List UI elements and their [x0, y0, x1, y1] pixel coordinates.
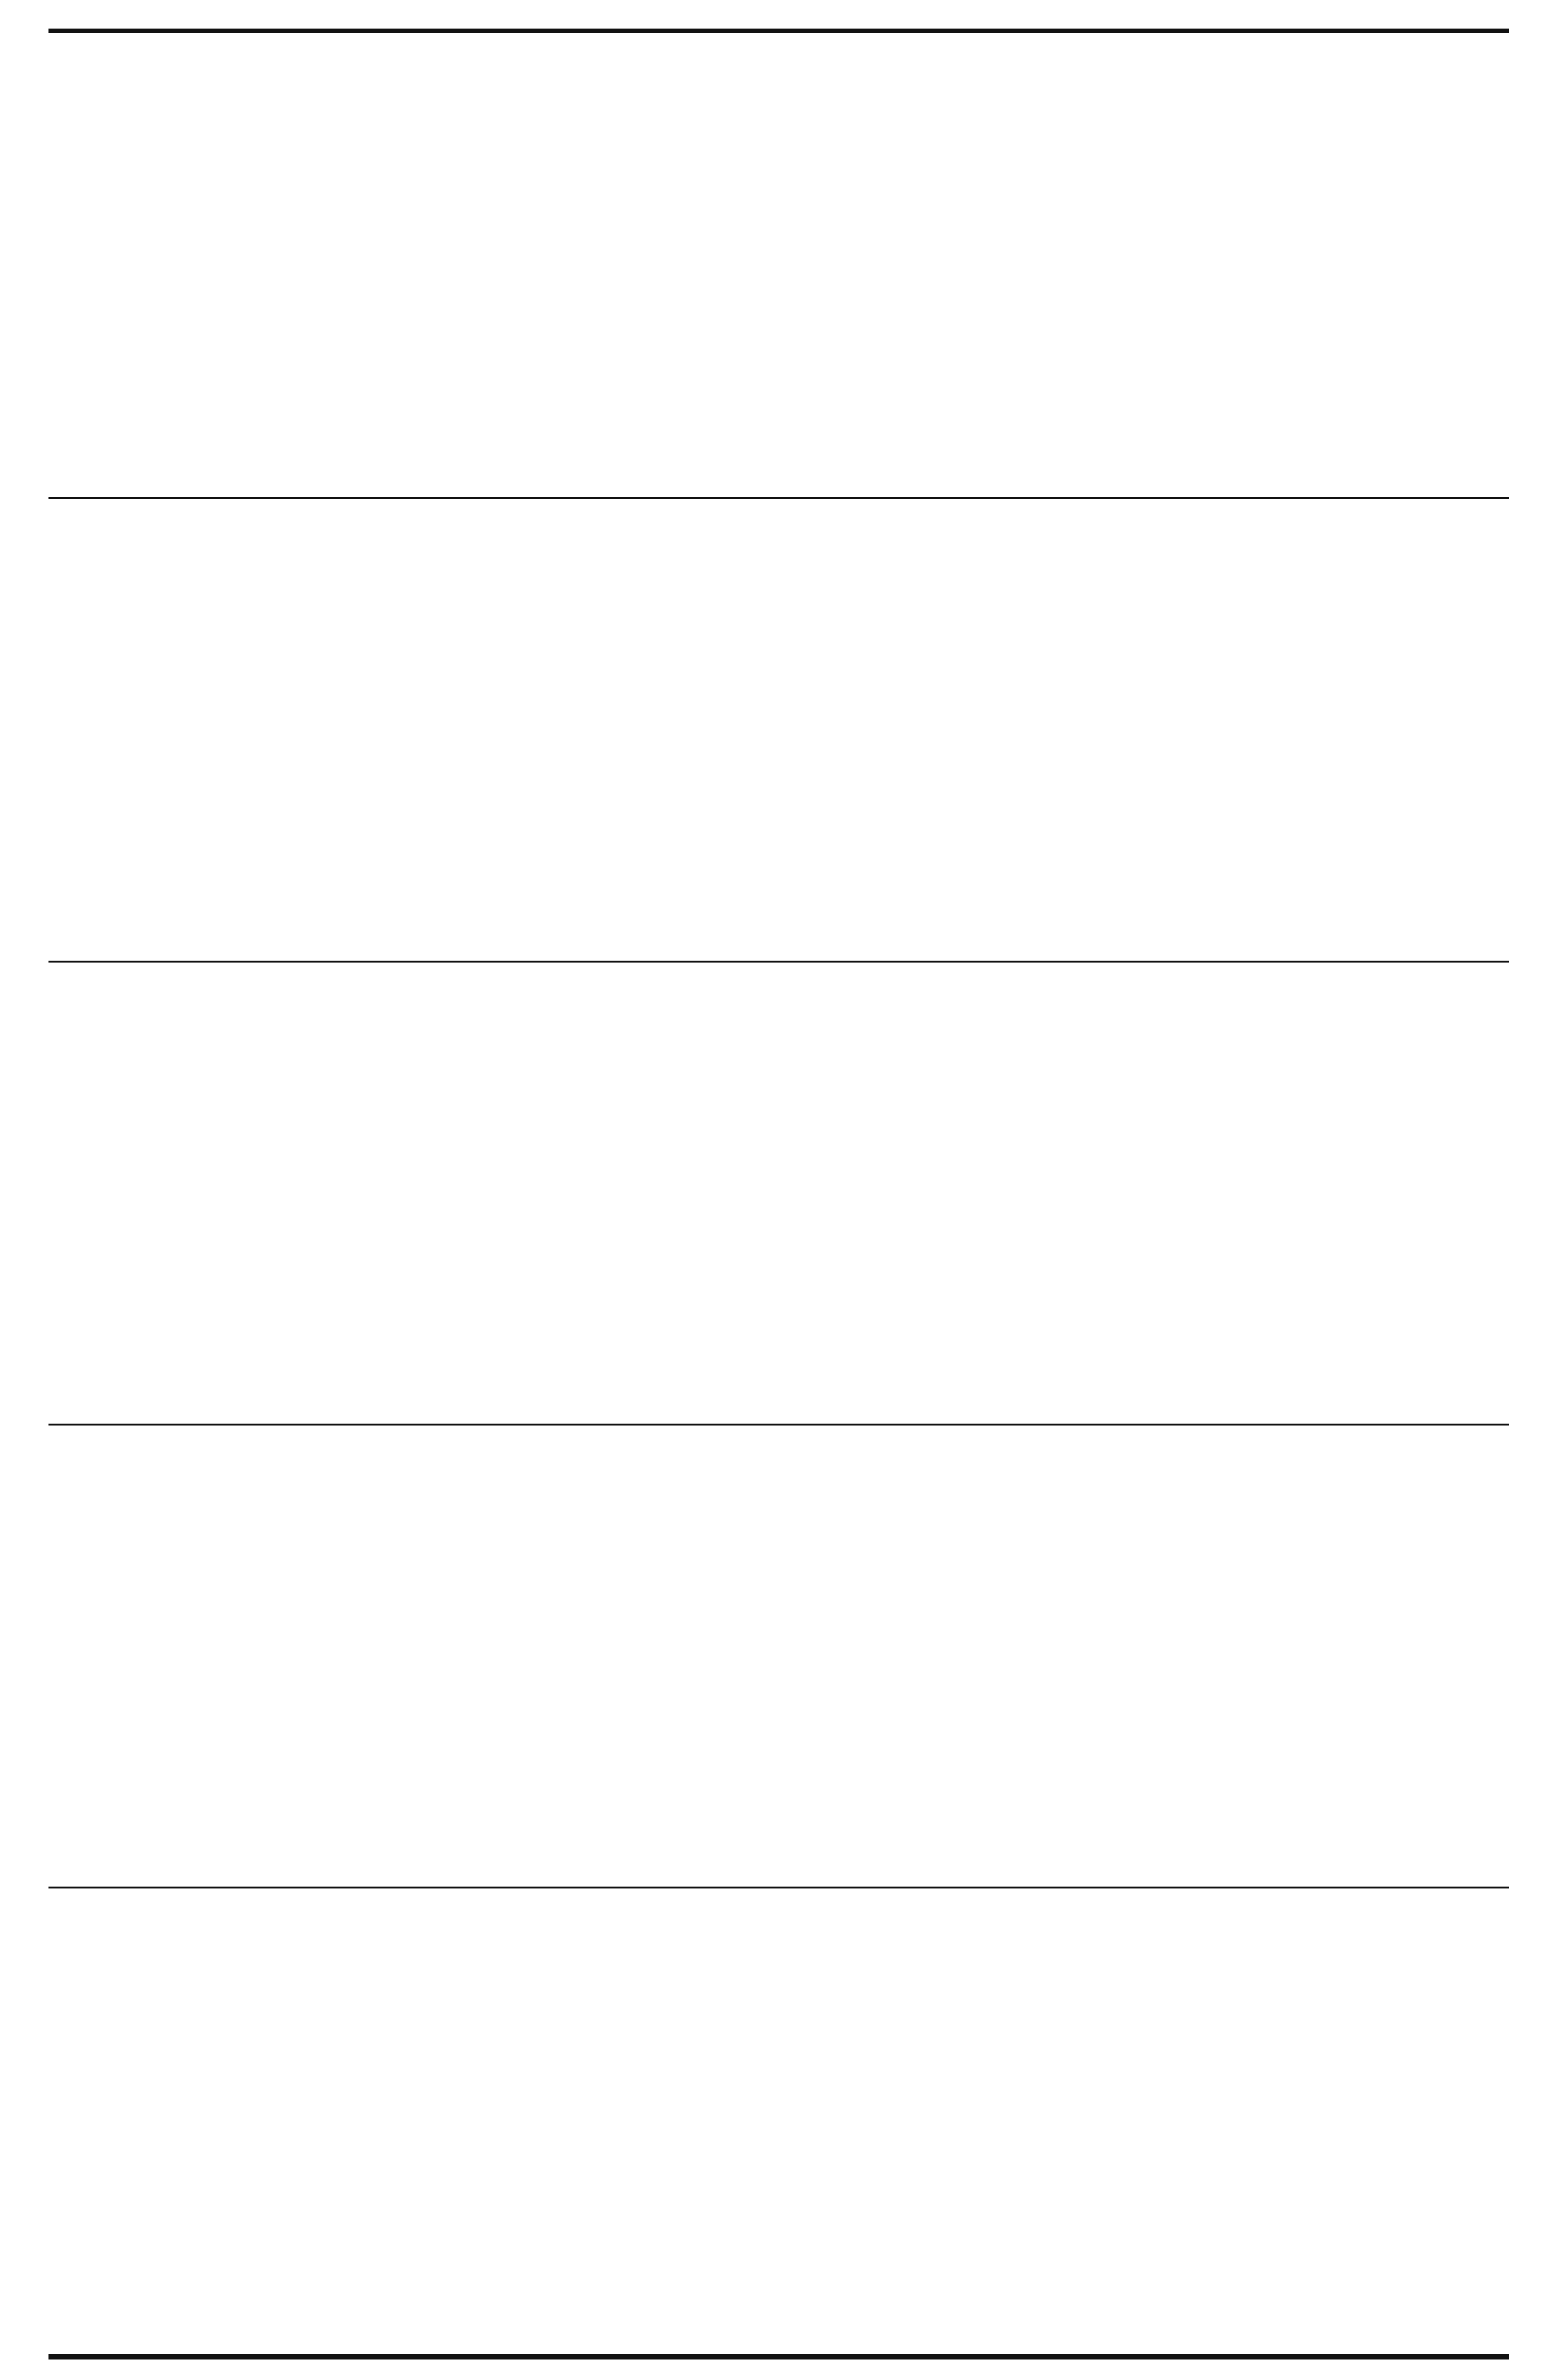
text-panel: [60, 40, 1498, 492]
text-panel: [60, 1894, 1498, 2349]
text-panel: [60, 505, 1498, 956]
panel-divider: [48, 1424, 1509, 1426]
panel-divider: [48, 497, 1509, 499]
panel-divider: [48, 1887, 1509, 1888]
text-panel: [60, 1431, 1498, 1882]
bottom-rule: [48, 2354, 1509, 2359]
text-panel: [60, 968, 1498, 1419]
top-rule: [48, 29, 1509, 33]
panel-divider: [48, 961, 1509, 963]
